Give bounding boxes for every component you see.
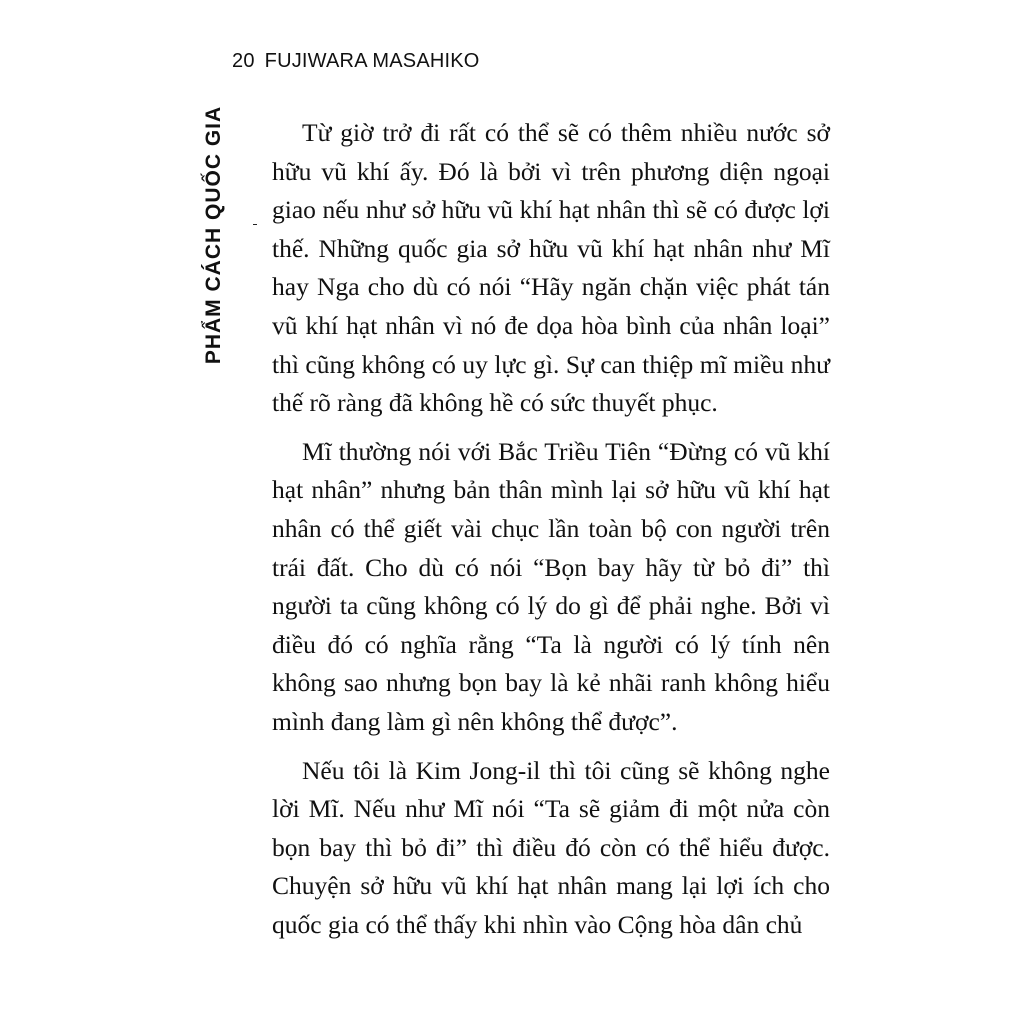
paragraph-2: Mĩ thường nói với Bắc Triều Tiên “Đừng có vũ khí hạt nhân” nhưng bản thân mình lại sở hữu vũ khí hạt nhân có thể giết vài chục lần toàn bộ con người trên trái đất. Cho dù có nói “Bọn bay hãy từ bỏ đi” thì người ta cũng không có lý do gì để phải nghe. Bởi vì điều đó có nghĩa rằng “Ta là người có lý tính nên không sao nhưng bọn bay là kẻ nhãi ranh không hiểu mình đang làm gì nên không thể được”. [272, 436, 830, 736]
vertical-book-title [197, 105, 231, 365]
book-title: PHẨM CÁCH QUỐC GIA [202, 105, 225, 365]
running-header [232, 50, 480, 73]
body-text [272, 114, 830, 954]
margin-mark [253, 224, 257, 225]
paragraph-3: Nếu tôi là Kim Jong-il thì tôi cũng sẽ không nghe lời Mĩ. Nếu như Mĩ nói “Ta sẽ giảm đi một nửa còn bọn bay thì bỏ đi” thì điều đó còn có thể hiểu được. Chuyện sở hữu vũ khí hạt nhân mang lại lợi ích cho quốc gia có thể thấy khi nhìn vào Cộng hòa dân chủ [272, 755, 830, 939]
page-number: 20 [232, 50, 255, 72]
author-name: FUJIWARA MASAHIKO [264, 50, 480, 72]
paragraph-1: Từ giờ trở đi rất có thể sẽ có thêm nhiều nước sở hữu vũ khí ấy. Đó là bởi vì trên phương diện ngoại giao nếu như sở hữu vũ khí hạt nhân thì sẽ có được lợi thế. Những quốc gia sở hữu vũ khí hạt nhân như Mĩ hay Nga cho dù có nói “Hãy ngăn chặn việc phát tán vũ khí hạt nhân vì nó đe dọa hòa bình của nhân loại” thì cũng không có uy lực gì. Sự can thiệp mĩ miều như thế rõ ràng đã không hề có sức thuyết phục. [272, 118, 830, 418]
